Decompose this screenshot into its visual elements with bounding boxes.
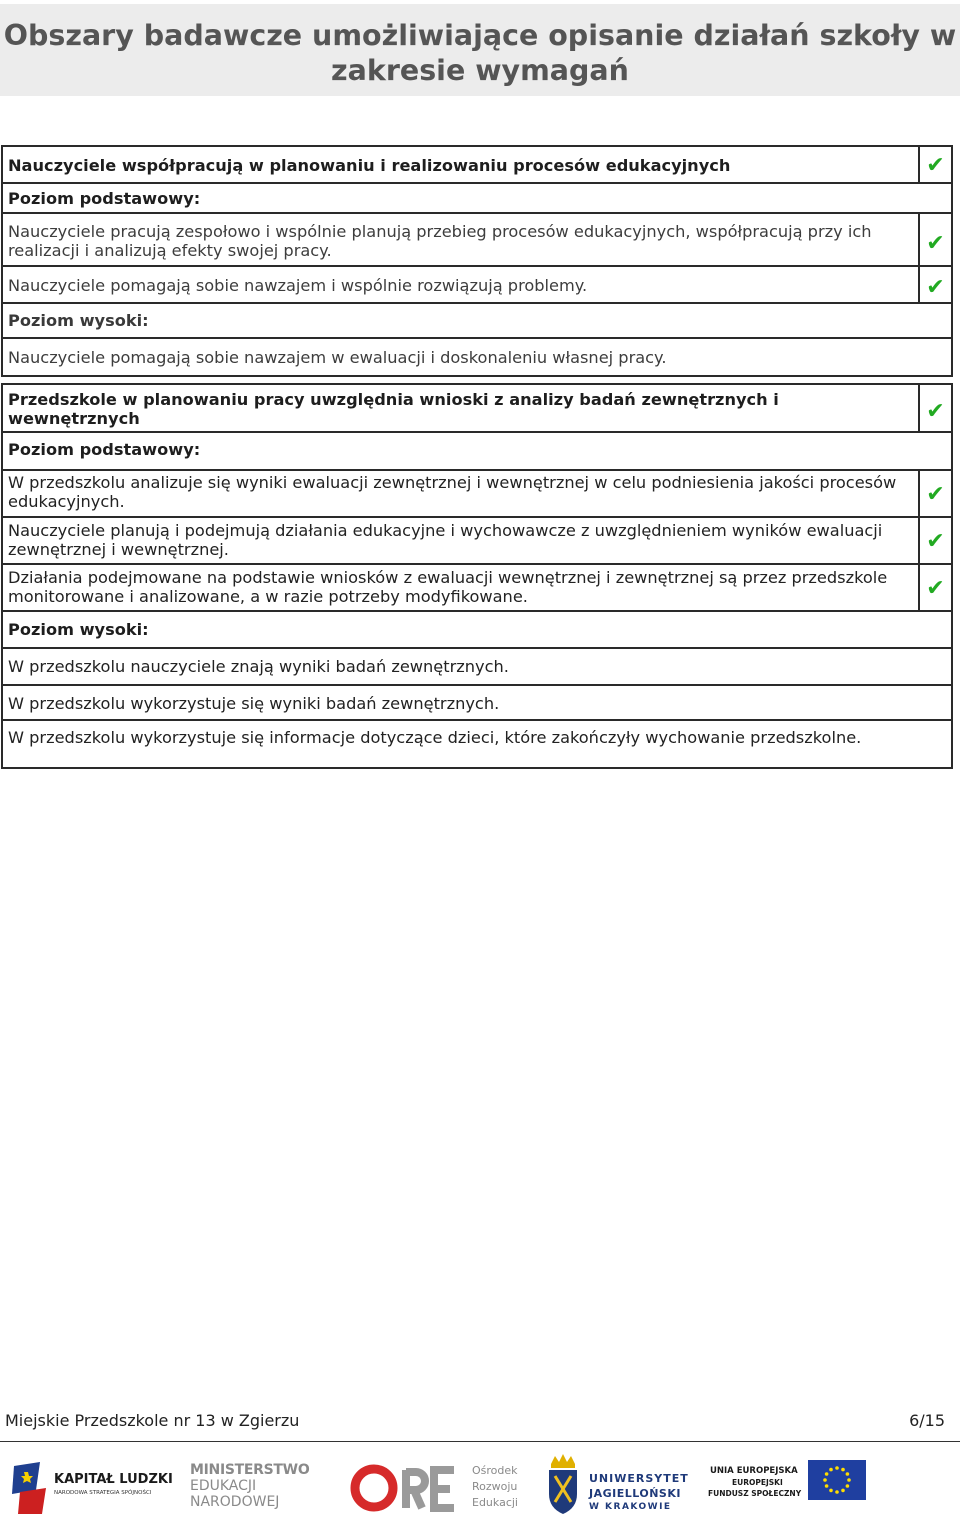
section2-basic-item-row xyxy=(3,471,951,518)
men-line-3: NARODOWEJ xyxy=(190,1494,280,1510)
section2-high-item-row xyxy=(3,686,951,721)
kapital-ludzki-logo xyxy=(10,1452,175,1524)
section1-table xyxy=(1,145,953,377)
section2-basic-item-row xyxy=(3,518,951,565)
check-icon: ✔ xyxy=(926,231,945,256)
uj-logo xyxy=(545,1452,689,1524)
section2-high-item-3: W przedszkolu wykorzystuje się informacje dotyczące dzieci, które zakończyły wychowanie przedszkolne. xyxy=(8,728,862,747)
ore-line-2: Rozwoju xyxy=(472,1480,518,1493)
checkbox-cell xyxy=(918,385,951,431)
section2-high-item-1: W przedszkolu nauczyciele znają wyniki badań zewnętrznych. xyxy=(8,657,509,676)
checkbox-cell xyxy=(918,147,951,182)
section2-basic-label: Poziom podstawowy: xyxy=(8,440,201,459)
ore-line-3: Edukacji xyxy=(472,1496,518,1509)
section2-basic-item-2: Nauczyciele planują i podejmują działania edukacyjne i wychowawcze z uwzględnieniem wyników ewaluacji zewnętrznej i wewnętrznej. xyxy=(8,521,883,559)
uj-line-3: W KRAKOWIE xyxy=(589,1502,672,1512)
checkbox-cell xyxy=(918,565,951,610)
section2-basic-item-3: Działania podejmowane na podstawie wniosków z ewaluacji wewnętrznej i zewnętrznej są przez przedszkole monitorowane i analizowane, a w razie potrzeby modyfikowane. xyxy=(8,568,888,606)
footer-institution: Miejskie Przedszkole nr 13 w Zgierzu xyxy=(5,1411,300,1430)
kapital-ludzki-title: KAPITAŁ LUDZKI xyxy=(54,1472,173,1487)
check-icon: ✔ xyxy=(926,153,945,178)
section2-heading-row xyxy=(3,385,951,433)
page-title: Obszary badawcze umożliwiające opisanie działań szkoły w zakresie wymagań xyxy=(3,19,957,87)
men-line-2: EDUKACJI xyxy=(190,1478,257,1494)
kapital-ludzki-emblem-icon xyxy=(10,1460,50,1516)
section1-heading: Nauczyciele współpracują w planowaniu i realizowaniu procesów edukacyjnych xyxy=(8,156,731,175)
ue-logo xyxy=(700,1452,870,1524)
checkbox-cell xyxy=(918,518,951,563)
section1-heading-row xyxy=(3,147,951,184)
sponsor-logos xyxy=(0,1452,960,1524)
section1-basic-item-row xyxy=(3,214,951,267)
section2-high-label-row xyxy=(3,612,951,649)
check-icon: ✔ xyxy=(926,482,945,507)
footer-page-number: 6/15 xyxy=(909,1411,945,1430)
section2-high-item-2: W przedszkolu wykorzystuje się wyniki badań zewnętrznych. xyxy=(8,694,500,713)
eu-flag-icon xyxy=(808,1460,866,1500)
ue-line-2: EUROPEJSKI xyxy=(732,1478,783,1487)
uj-line-2: JAGIELLOŃSKI xyxy=(589,1487,681,1500)
ue-line-1: UNIA EUROPEJSKA xyxy=(710,1466,798,1476)
ue-line-3: FUNDUSZ SPOŁECZNY xyxy=(708,1489,802,1498)
check-icon: ✔ xyxy=(926,529,945,554)
uj-line-1: UNIWERSYTET xyxy=(589,1472,689,1485)
footer-divider xyxy=(0,1441,960,1442)
section2-table xyxy=(1,383,953,769)
section1-basic-item-2: Nauczyciele pomagają sobie nawzajem i wspólnie rozwiązują problemy. xyxy=(8,276,588,295)
section2-basic-item-1: W przedszkolu analizuje się wyniki ewaluacji zewnętrznej i wewnętrznej w celu podniesienia jakości procesów edukacyjnych. xyxy=(8,473,897,511)
section1-basic-label-row xyxy=(3,184,951,214)
men-logo xyxy=(190,1452,315,1524)
ore-mark-icon xyxy=(350,1462,458,1516)
section1-high-label: Poziom wysoki: xyxy=(8,311,149,330)
kapital-ludzki-subtitle: NARODOWA STRATEGIA SPÓJNOŚCI xyxy=(54,1490,152,1496)
check-icon: ✔ xyxy=(926,576,945,601)
check-icon: ✔ xyxy=(926,399,945,424)
checkbox-cell xyxy=(918,267,951,302)
ore-logo xyxy=(350,1452,525,1524)
check-icon: ✔ xyxy=(926,275,945,300)
section2-high-item-row xyxy=(3,721,951,767)
ore-line-1: Ośrodek xyxy=(472,1464,518,1477)
men-line-1: MINISTERSTWO xyxy=(190,1462,310,1478)
section1-high-item-row xyxy=(3,339,951,375)
section2-basic-item-row xyxy=(3,565,951,612)
section2-high-item-row xyxy=(3,649,951,686)
title-band xyxy=(0,4,960,96)
checkbox-cell xyxy=(918,471,951,516)
section1-basic-item-1: Nauczyciele pracują zespołowo i wspólnie planują przebieg procesów edukacyjnych, współpracują przy ich realizacji i analizują efekty swojej pracy. xyxy=(8,222,872,260)
section1-high-label-row xyxy=(3,304,951,339)
section1-basic-item-row xyxy=(3,267,951,304)
uj-crest-icon xyxy=(545,1454,581,1516)
section1-high-item-1: Nauczyciele pomagają sobie nawzajem w ewaluacji i doskonaleniu własnej pracy. xyxy=(8,348,667,367)
section2-high-label: Poziom wysoki: xyxy=(8,620,149,639)
checkbox-cell xyxy=(918,214,951,265)
section2-basic-label-row xyxy=(3,433,951,471)
section2-heading: Przedszkole w planowaniu pracy uwzględnia wnioski z analizy badań zewnętrznych i wewnętrznych xyxy=(8,390,779,428)
section1-basic-label: Poziom podstawowy: xyxy=(8,189,201,208)
